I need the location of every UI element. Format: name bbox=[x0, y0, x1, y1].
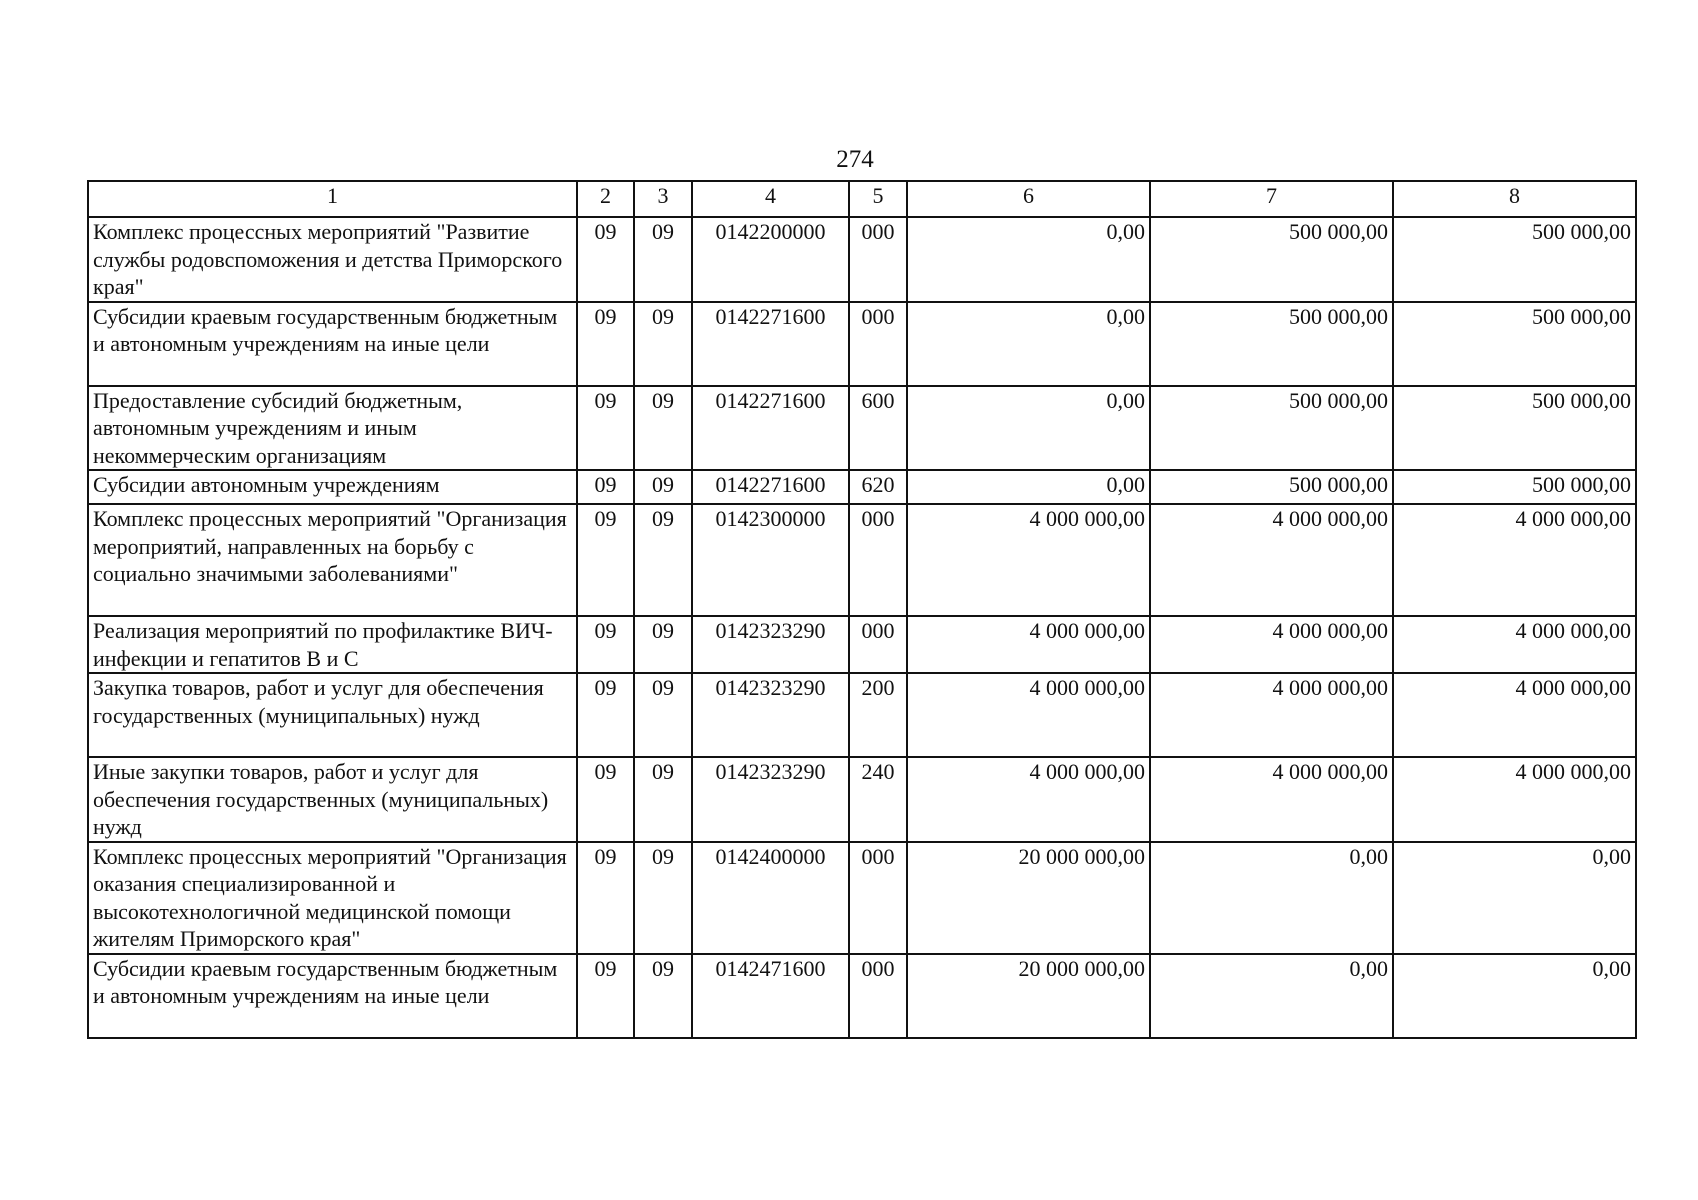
row-name: Субсидии автономным учреждениям bbox=[88, 470, 577, 504]
amount-col-7: 500 000,00 bbox=[1150, 386, 1393, 471]
row-name: Предоставление субсидий бюджетным, автономным учреждениям и иным некоммерческим организациям bbox=[88, 386, 577, 471]
table-row bbox=[88, 217, 1636, 302]
expense-type-code: 200 bbox=[849, 673, 907, 757]
section-code: 09 bbox=[577, 504, 634, 616]
amount-col-8: 4 000 000,00 bbox=[1393, 616, 1636, 673]
column-header: 7 bbox=[1150, 181, 1393, 217]
target-article-code: 0142200000 bbox=[692, 217, 849, 302]
column-header: 2 bbox=[577, 181, 634, 217]
target-article-code: 0142400000 bbox=[692, 842, 849, 954]
amount-col-8: 4 000 000,00 bbox=[1393, 504, 1636, 616]
target-article-code: 0142271600 bbox=[692, 470, 849, 504]
subsection-code: 09 bbox=[634, 673, 692, 757]
amount-col-6: 0,00 bbox=[907, 217, 1150, 302]
section-code: 09 bbox=[577, 954, 634, 1038]
column-header: 3 bbox=[634, 181, 692, 217]
amount-col-6: 4 000 000,00 bbox=[907, 757, 1150, 842]
table-row bbox=[88, 673, 1636, 757]
table-row bbox=[88, 504, 1636, 616]
row-name: Субсидии краевым государственным бюджетным и автономным учреждениям на иные цели bbox=[88, 302, 577, 386]
column-header: 1 bbox=[88, 181, 577, 217]
table-row bbox=[88, 842, 1636, 954]
subsection-code: 09 bbox=[634, 757, 692, 842]
expense-type-code: 620 bbox=[849, 470, 907, 504]
target-article-code: 0142323290 bbox=[692, 757, 849, 842]
section-code: 09 bbox=[577, 842, 634, 954]
amount-col-8: 500 000,00 bbox=[1393, 470, 1636, 504]
amount-col-7: 500 000,00 bbox=[1150, 302, 1393, 386]
amount-col-7: 0,00 bbox=[1150, 954, 1393, 1038]
amount-col-6: 4 000 000,00 bbox=[907, 616, 1150, 673]
amount-col-6: 0,00 bbox=[907, 470, 1150, 504]
amount-col-7: 4 000 000,00 bbox=[1150, 616, 1393, 673]
row-name: Иные закупки товаров, работ и услуг для обеспечения государственных (муниципальных) нужд bbox=[88, 757, 577, 842]
expense-type-code: 000 bbox=[849, 954, 907, 1038]
column-header: 4 bbox=[692, 181, 849, 217]
expense-type-code: 600 bbox=[849, 386, 907, 471]
target-article-code: 0142323290 bbox=[692, 616, 849, 673]
row-name: Комплекс процессных мероприятий "Организация мероприятий, направленных на борьбу с социально значимыми заболеваниями" bbox=[88, 504, 577, 616]
target-article-code: 0142323290 bbox=[692, 673, 849, 757]
amount-col-6: 20 000 000,00 bbox=[907, 842, 1150, 954]
subsection-code: 09 bbox=[634, 954, 692, 1038]
subsection-code: 09 bbox=[634, 386, 692, 471]
expense-type-code: 000 bbox=[849, 616, 907, 673]
subsection-code: 09 bbox=[634, 842, 692, 954]
amount-col-8: 500 000,00 bbox=[1393, 217, 1636, 302]
expense-type-code: 240 bbox=[849, 757, 907, 842]
subsection-code: 09 bbox=[634, 470, 692, 504]
amount-col-6: 0,00 bbox=[907, 302, 1150, 386]
amount-col-8: 4 000 000,00 bbox=[1393, 673, 1636, 757]
expense-type-code: 000 bbox=[849, 217, 907, 302]
amount-col-7: 0,00 bbox=[1150, 842, 1393, 954]
table-row bbox=[88, 470, 1636, 504]
amount-col-6: 0,00 bbox=[907, 386, 1150, 471]
amount-col-7: 4 000 000,00 bbox=[1150, 504, 1393, 616]
row-name: Реализация мероприятий по профилактике ВИЧ-инфекции и гепатитов В и С bbox=[88, 616, 577, 673]
section-code: 09 bbox=[577, 217, 634, 302]
amount-col-6: 20 000 000,00 bbox=[907, 954, 1150, 1038]
subsection-code: 09 bbox=[634, 217, 692, 302]
page-number: 274 bbox=[836, 146, 874, 173]
column-header: 5 bbox=[849, 181, 907, 217]
target-article-code: 0142271600 bbox=[692, 302, 849, 386]
amount-col-6: 4 000 000,00 bbox=[907, 673, 1150, 757]
section-code: 09 bbox=[577, 616, 634, 673]
amount-col-8: 500 000,00 bbox=[1393, 386, 1636, 471]
subsection-code: 09 bbox=[634, 504, 692, 616]
expense-type-code: 000 bbox=[849, 842, 907, 954]
row-name: Закупка товаров, работ и услуг для обеспечения государственных (муниципальных) нужд bbox=[88, 673, 577, 757]
subsection-code: 09 bbox=[634, 616, 692, 673]
table-row bbox=[88, 954, 1636, 1038]
amount-col-6: 4 000 000,00 bbox=[907, 504, 1150, 616]
expense-type-code: 000 bbox=[849, 504, 907, 616]
target-article-code: 0142300000 bbox=[692, 504, 849, 616]
table-row bbox=[88, 757, 1636, 842]
amount-col-7: 500 000,00 bbox=[1150, 470, 1393, 504]
section-code: 09 bbox=[577, 386, 634, 471]
amount-col-8: 4 000 000,00 bbox=[1393, 757, 1636, 842]
amount-col-8: 500 000,00 bbox=[1393, 302, 1636, 386]
column-header: 6 bbox=[907, 181, 1150, 217]
expense-type-code: 000 bbox=[849, 302, 907, 386]
row-name: Комплекс процессных мероприятий "Организация оказания специализированной и высокотехнологичной медицинской помощи жителям Приморского края" bbox=[88, 842, 577, 954]
section-code: 09 bbox=[577, 673, 634, 757]
amount-col-8: 0,00 bbox=[1393, 842, 1636, 954]
subsection-code: 09 bbox=[634, 302, 692, 386]
amount-col-7: 4 000 000,00 bbox=[1150, 673, 1393, 757]
section-code: 09 bbox=[577, 470, 634, 504]
budget-table bbox=[87, 180, 1637, 1039]
column-header: 8 bbox=[1393, 181, 1636, 217]
row-name: Комплекс процессных мероприятий "Развитие службы родовспоможения и детства Приморского края" bbox=[88, 217, 577, 302]
section-code: 09 bbox=[577, 302, 634, 386]
table-row bbox=[88, 386, 1636, 471]
target-article-code: 0142471600 bbox=[692, 954, 849, 1038]
table-row bbox=[88, 302, 1636, 386]
table-header-row bbox=[88, 181, 1636, 217]
amount-col-7: 4 000 000,00 bbox=[1150, 757, 1393, 842]
table-row bbox=[88, 616, 1636, 673]
row-name: Субсидии краевым государственным бюджетным и автономным учреждениям на иные цели bbox=[88, 954, 577, 1038]
section-code: 09 bbox=[577, 757, 634, 842]
amount-col-8: 0,00 bbox=[1393, 954, 1636, 1038]
target-article-code: 0142271600 bbox=[692, 386, 849, 471]
amount-col-7: 500 000,00 bbox=[1150, 217, 1393, 302]
